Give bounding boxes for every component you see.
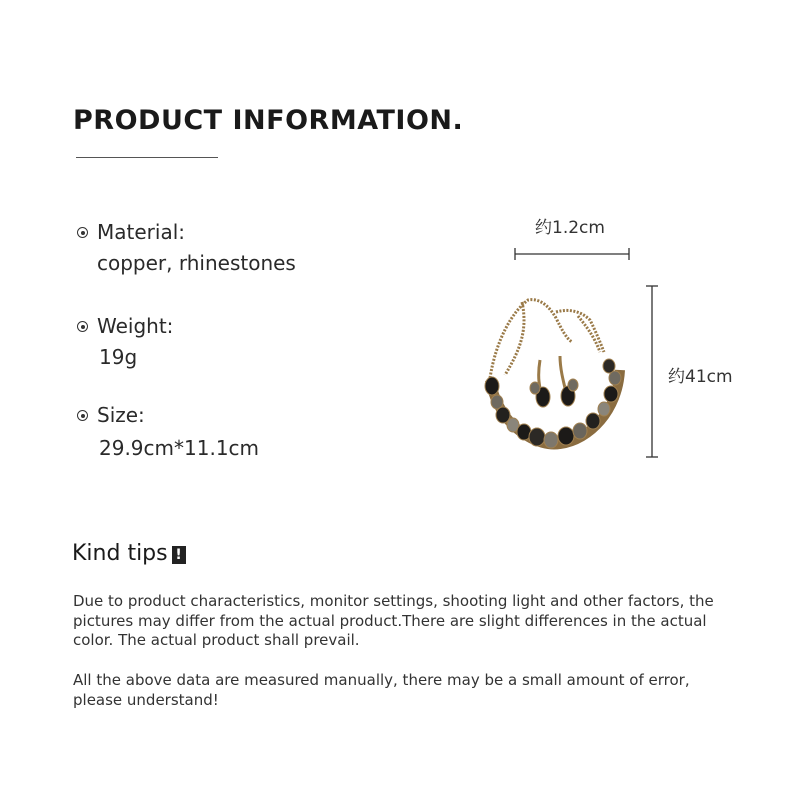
bullet-icon bbox=[77, 410, 88, 421]
spec-weight-label: Weight: bbox=[77, 314, 173, 338]
kind-tips-paragraph-1: Due to product characteristics, monitor settings, shooting light and other factors, the pictures may differ from the actual product.There are slight differences in the actual color. The actual product shall prevail. bbox=[73, 592, 714, 649]
title-divider bbox=[76, 157, 218, 158]
necklace-stones bbox=[485, 359, 621, 448]
spec-material-value: copper, rhinestones bbox=[97, 251, 296, 275]
width-dimension-line bbox=[515, 248, 629, 260]
spec-size-label: Size: bbox=[77, 403, 145, 427]
height-dimension-line bbox=[646, 286, 658, 457]
spec-material-label: Material: bbox=[77, 220, 185, 244]
height-dimension-label: 约41cm bbox=[668, 367, 733, 387]
bullet-icon bbox=[77, 227, 88, 238]
kind-tips-paragraph-2: All the above data are measured manually, there may be a small amount of error, please understand! bbox=[73, 671, 690, 709]
earrings bbox=[530, 356, 578, 407]
bullet-icon bbox=[77, 321, 88, 332]
exclamation-icon: ! bbox=[172, 546, 186, 564]
page-title: PRODUCT INFORMATION. bbox=[73, 105, 464, 136]
kind-tips-title: Kind tips ! bbox=[72, 541, 186, 566]
width-dimension-label: 约1.2cm bbox=[535, 218, 605, 238]
necklace-chain bbox=[490, 300, 604, 378]
spec-size-value: 29.9cm*11.1cm bbox=[99, 436, 260, 460]
spec-weight-value: 19g bbox=[99, 345, 138, 369]
